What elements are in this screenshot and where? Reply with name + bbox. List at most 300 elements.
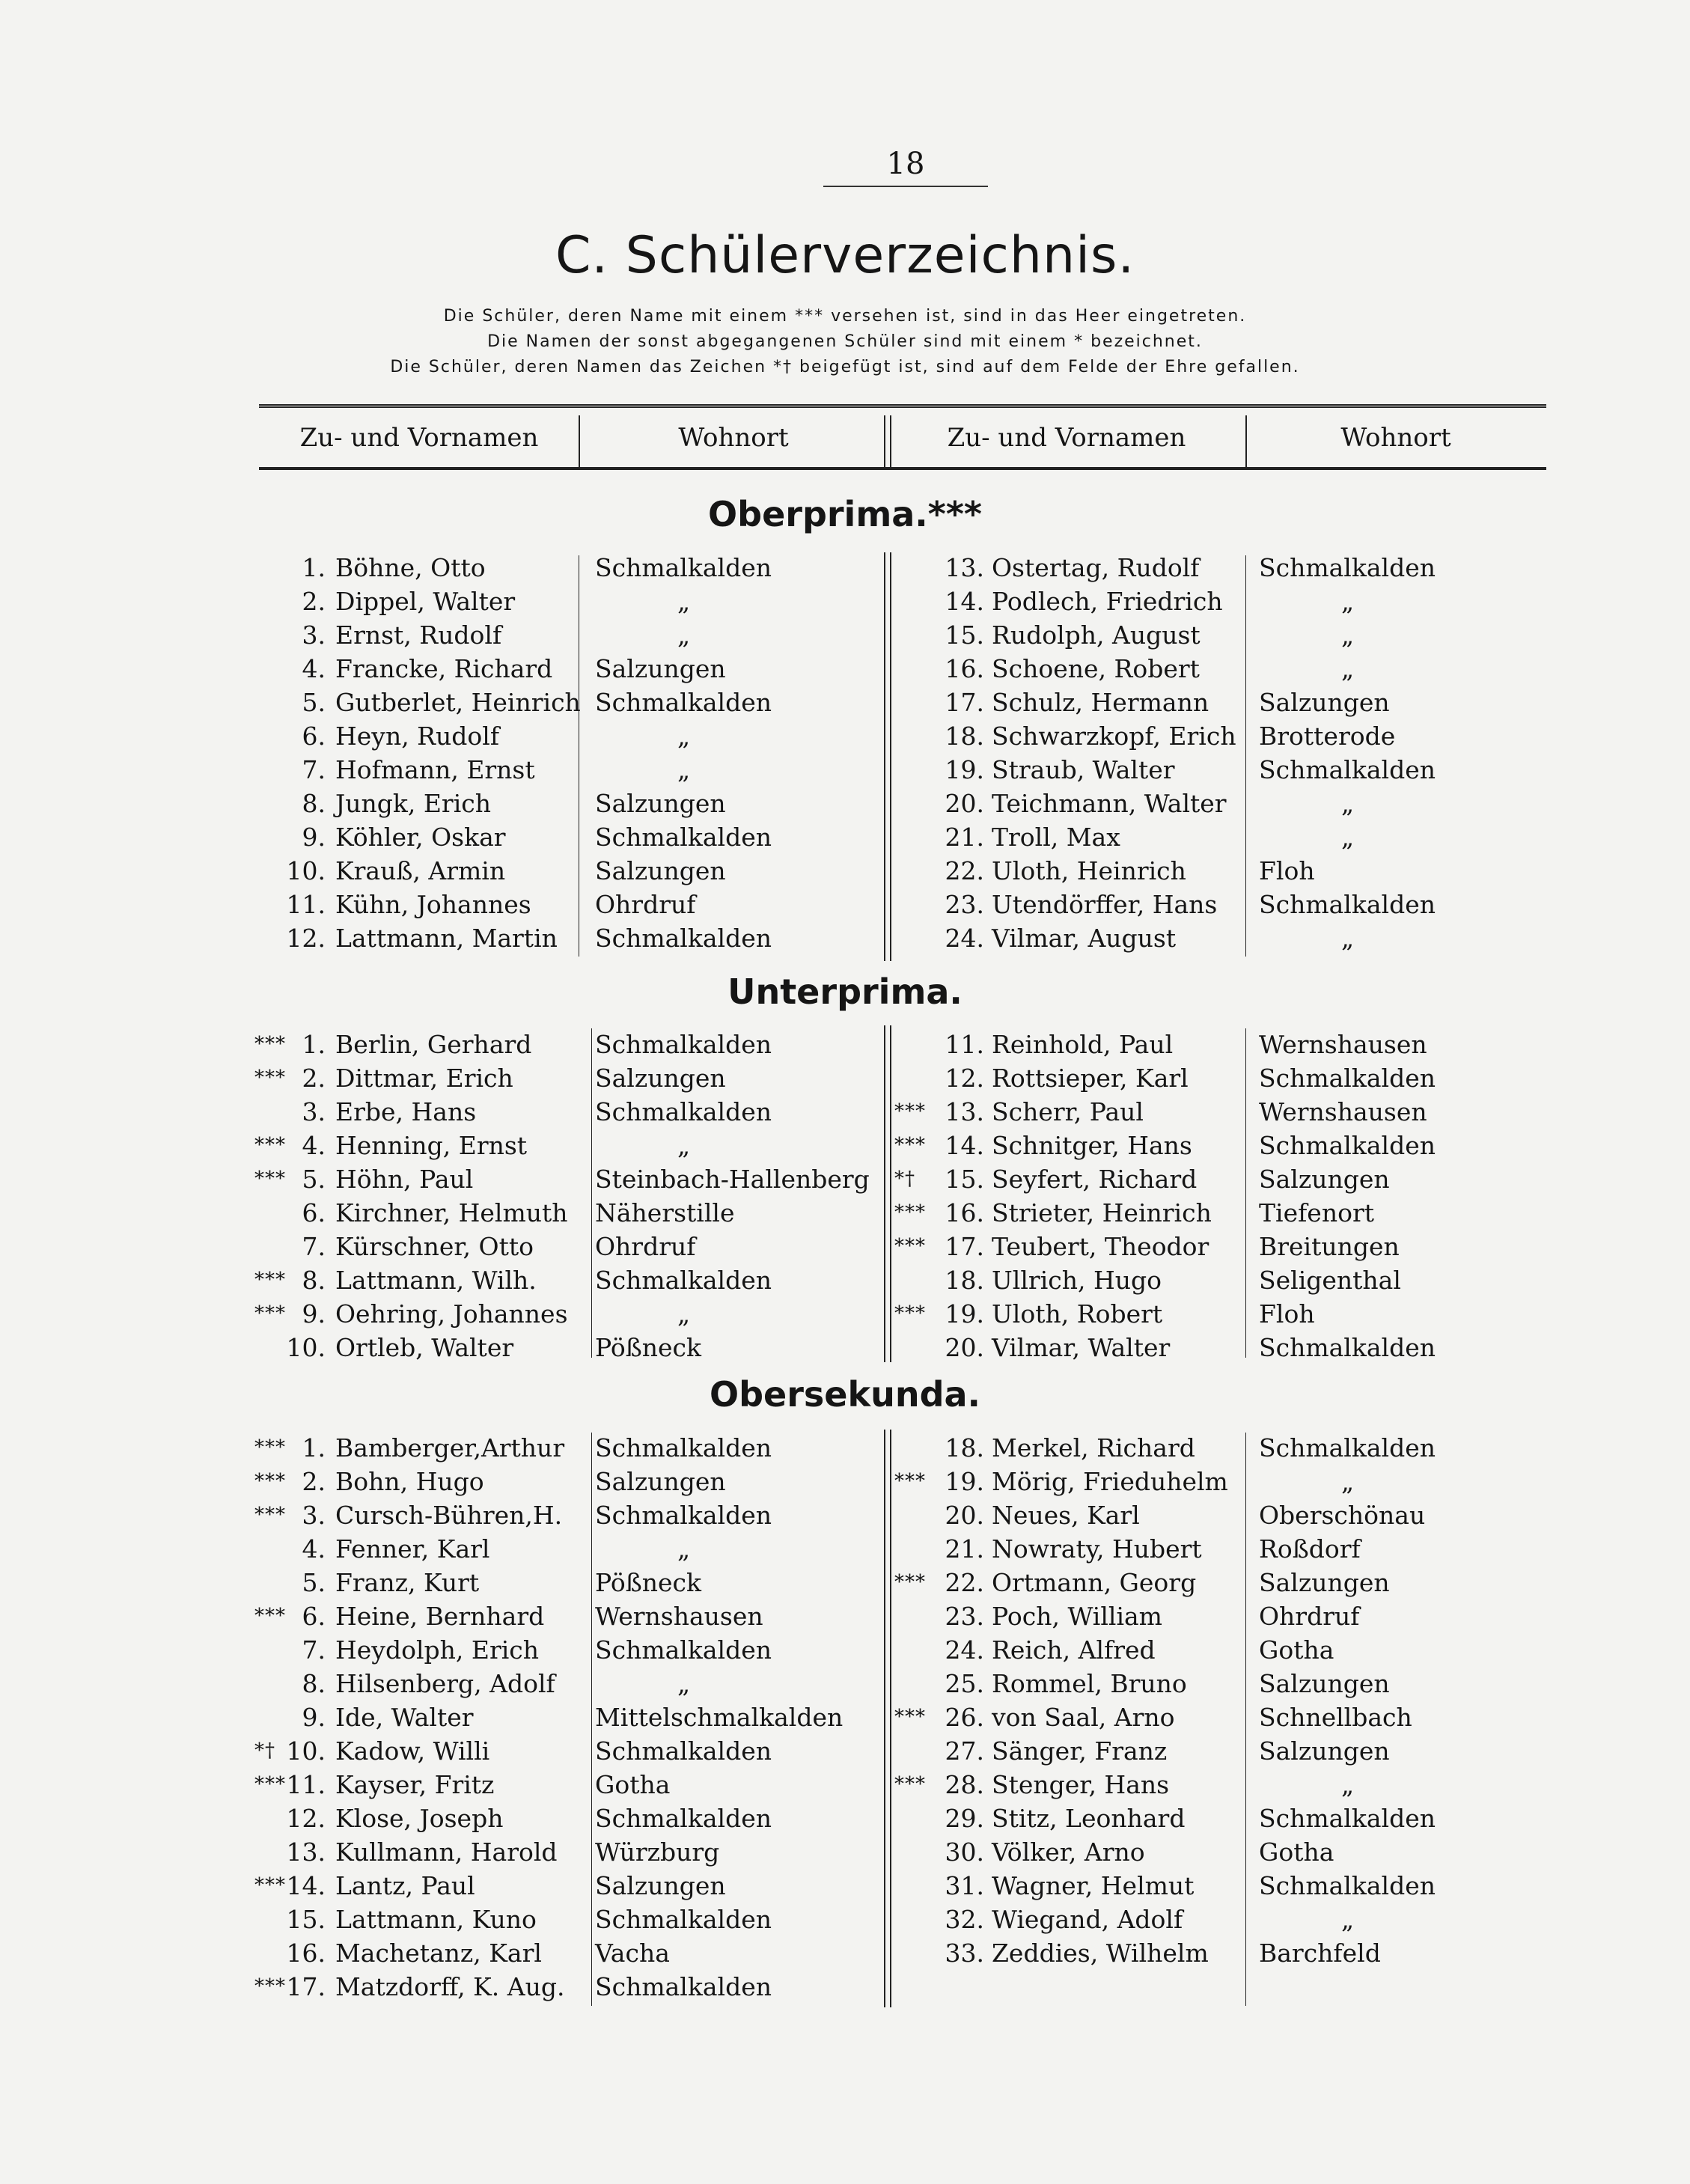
student-name: Rudolph, August — [992, 620, 1201, 650]
student-name: Franz, Kurt — [335, 1568, 480, 1597]
student-number: 4. — [302, 1534, 326, 1564]
student-name: Troll, Max — [992, 823, 1120, 852]
student-residence: Wernshausen — [1259, 1030, 1427, 1059]
student-number: 18. — [945, 722, 984, 751]
page-title: C. Schülerverzeichnis. — [555, 226, 1135, 285]
student-row — [894, 1297, 1546, 1331]
student-residence: „ — [677, 722, 691, 751]
student-row — [894, 1734, 1546, 1768]
student-residence: Schmalkalden — [595, 1097, 772, 1126]
student-number: 12. — [945, 1064, 984, 1093]
student-number: 30. — [945, 1837, 984, 1867]
student-name: Heyn, Rudolf — [335, 722, 500, 751]
student-residence: Schmalkalden — [1259, 1804, 1436, 1833]
student-row — [254, 921, 883, 955]
student-row — [894, 1869, 1546, 1903]
student-row — [254, 787, 883, 820]
student-name: Straub, Walter — [992, 755, 1175, 784]
student-name: Kayser, Fritz — [335, 1770, 495, 1799]
center-divider-a-s3 — [884, 1430, 885, 2007]
section-title-obersekunda: Obersekunda. — [709, 1374, 981, 1415]
student-residence: Schmalkalden — [595, 1635, 772, 1665]
student-mark: *** — [894, 1302, 926, 1325]
student-residence: Schmalkalden — [1259, 553, 1436, 582]
student-row — [254, 1331, 883, 1364]
student-number: 1. — [302, 1433, 326, 1462]
student-residence: Pößneck — [595, 1568, 702, 1597]
student-number: 31. — [945, 1871, 984, 1900]
student-number: 5. — [302, 1165, 326, 1194]
student-number: 22. — [945, 1568, 984, 1597]
student-residence: Schmalkalden — [595, 553, 772, 582]
student-number: 21. — [945, 823, 984, 852]
student-residence: Schmalkalden — [595, 823, 772, 852]
student-mark: *** — [894, 1706, 926, 1728]
student-row — [894, 787, 1546, 820]
student-row — [894, 1566, 1546, 1599]
student-mark: *** — [254, 1975, 286, 1998]
student-row — [254, 1297, 883, 1331]
student-number: 18. — [945, 1266, 984, 1295]
student-number: 29. — [945, 1804, 984, 1833]
student-name: Krauß, Armin — [335, 856, 506, 885]
student-name: Böhne, Otto — [335, 553, 486, 582]
student-residence: Schmalkalden — [1259, 1433, 1436, 1462]
student-residence: Wernshausen — [1259, 1097, 1427, 1126]
student-name: Heine, Bernhard — [335, 1602, 545, 1631]
student-residence: Würzburg — [595, 1837, 720, 1867]
student-residence: Schmalkalden — [1259, 890, 1436, 919]
student-row — [894, 551, 1546, 585]
student-name: Ortmann, Georg — [992, 1568, 1197, 1597]
header-divider-center-b — [890, 415, 891, 468]
student-number: 15. — [945, 620, 984, 650]
student-residence: Ohrdruf — [1259, 1602, 1360, 1631]
student-number: 14. — [286, 1871, 326, 1900]
page-number-rule — [823, 186, 988, 187]
student-residence: Wernshausen — [595, 1602, 763, 1631]
student-number: 3. — [302, 620, 326, 650]
student-row — [894, 1196, 1546, 1230]
student-name: Rommel, Bruno — [992, 1669, 1187, 1698]
student-name: Uloth, Robert — [992, 1299, 1163, 1329]
column-header-place-right: Wohnort — [1340, 423, 1451, 453]
student-number: 21. — [945, 1534, 984, 1564]
student-name: Schoene, Robert — [992, 654, 1200, 683]
student-number: 18. — [945, 1433, 984, 1462]
student-mark: *** — [894, 1773, 926, 1796]
student-row — [254, 1734, 883, 1768]
student-mark: *** — [894, 1470, 926, 1492]
student-row — [254, 1129, 883, 1162]
student-mark: *** — [894, 1235, 926, 1257]
student-row — [254, 854, 883, 888]
student-row — [894, 820, 1546, 854]
student-name: Schnitger, Hans — [992, 1131, 1192, 1160]
student-name: Lattmann, Martin — [335, 924, 558, 953]
student-number: 10. — [286, 1333, 326, 1362]
student-row — [894, 1095, 1546, 1129]
header-divider-3 — [1245, 415, 1247, 468]
student-mark: *** — [254, 1168, 286, 1190]
student-name: Merkel, Richard — [992, 1433, 1195, 1462]
student-mark: *** — [254, 1436, 286, 1459]
student-name: Ortleb, Walter — [335, 1333, 514, 1362]
student-residence: „ — [677, 1534, 691, 1564]
student-number: 8. — [302, 789, 326, 818]
student-residence: „ — [1341, 789, 1355, 818]
student-name: Schwarzkopf, Erich — [992, 722, 1236, 751]
student-number: 22. — [945, 856, 984, 885]
student-residence: Floh — [1259, 1299, 1315, 1329]
student-name: Ostertag, Rudolf — [992, 553, 1200, 582]
student-residence: Mittelschmalkalden — [595, 1703, 844, 1732]
student-number: 9. — [302, 1703, 326, 1732]
student-mark: *** — [254, 1874, 286, 1897]
obersekunda-left-list — [254, 1431, 883, 2004]
student-number: 14. — [945, 587, 984, 616]
student-residence: Schmalkalden — [595, 1433, 772, 1462]
student-number: 8. — [302, 1669, 326, 1698]
student-name: Höhn, Paul — [335, 1165, 474, 1194]
student-row — [894, 1263, 1546, 1297]
student-name: Reinhold, Paul — [992, 1030, 1174, 1059]
student-residence: „ — [1341, 1905, 1355, 1934]
student-residence: Oberschönau — [1259, 1501, 1426, 1530]
student-residence: „ — [677, 1131, 691, 1160]
student-row — [254, 1903, 883, 1936]
student-row — [254, 618, 883, 652]
student-mark: *** — [254, 1773, 286, 1796]
student-row — [894, 1700, 1546, 1734]
student-row — [254, 1431, 883, 1465]
student-name: Matzdorff, K. Aug. — [335, 1972, 565, 2001]
student-number: 17. — [945, 1232, 984, 1261]
student-name: Utendörffer, Hans — [992, 890, 1218, 919]
student-row — [894, 1230, 1546, 1263]
student-residence: Schmalkalden — [1259, 1333, 1436, 1362]
legend-note-fallen: Die Schüler, deren Namen das Zeichen *† beigefügt ist, sind auf dem Felde der Ehre gefallen. — [390, 358, 1300, 376]
student-row — [254, 1196, 883, 1230]
student-row — [894, 1498, 1546, 1532]
student-row — [894, 652, 1546, 686]
student-number: 13. — [945, 1097, 984, 1126]
student-residence: Gotha — [595, 1770, 671, 1799]
student-row — [254, 652, 883, 686]
student-number: 16. — [286, 1939, 326, 1968]
student-row — [254, 1936, 883, 1970]
student-row — [254, 551, 883, 585]
student-row — [894, 1061, 1546, 1095]
student-row — [894, 1331, 1546, 1364]
student-residence: Salzungen — [595, 856, 726, 885]
student-row — [254, 1633, 883, 1667]
student-number: 9. — [302, 823, 326, 852]
unterprima-right-list — [894, 1028, 1546, 1364]
student-number: 6. — [302, 722, 326, 751]
oberprima-left-list — [254, 551, 883, 955]
unterprima-left-list — [254, 1028, 883, 1364]
student-row — [254, 1802, 883, 1835]
student-name: Kühn, Johannes — [335, 890, 531, 919]
student-name: Ide, Walter — [335, 1703, 474, 1732]
student-name: Kadow, Willi — [335, 1736, 490, 1766]
student-mark: *** — [894, 1571, 926, 1593]
student-number: 26. — [945, 1703, 984, 1732]
student-row — [254, 1768, 883, 1802]
student-name: Bohn, Hugo — [335, 1467, 484, 1496]
student-residence: Seligenthal — [1259, 1266, 1401, 1295]
student-row — [894, 888, 1546, 921]
student-number: 13. — [286, 1837, 326, 1867]
student-number: 11. — [286, 890, 326, 919]
student-name: Kürschner, Otto — [335, 1232, 534, 1261]
section-title-oberprima: Oberprima.*** — [708, 494, 982, 534]
student-row — [254, 1230, 883, 1263]
student-row — [894, 1936, 1546, 1970]
student-residence: Steinbach-Hallenberg — [595, 1165, 870, 1194]
student-number: 12. — [286, 1804, 326, 1833]
student-mark: *† — [254, 1739, 275, 1762]
student-number: 2. — [302, 587, 326, 616]
student-name: Machetanz, Karl — [335, 1939, 542, 1968]
student-name: Sänger, Franz — [992, 1736, 1168, 1766]
student-row — [894, 1129, 1546, 1162]
student-name: Fenner, Karl — [335, 1534, 490, 1564]
student-residence: Schmalkalden — [1259, 1131, 1436, 1160]
student-row — [894, 1835, 1546, 1869]
student-row — [894, 854, 1546, 888]
center-divider-a-s1 — [884, 552, 885, 961]
student-residence: Salzungen — [1259, 1736, 1390, 1766]
student-number: 2. — [302, 1064, 326, 1093]
student-residence: Salzungen — [1259, 1669, 1390, 1698]
student-name: Mörig, Frieduhelm — [992, 1467, 1228, 1496]
student-residence: „ — [1341, 1770, 1355, 1799]
section-title-unterprima: Unterprima. — [727, 971, 963, 1012]
student-name: Uloth, Heinrich — [992, 856, 1186, 885]
student-row — [254, 1869, 883, 1903]
student-row — [894, 1162, 1546, 1196]
student-residence: Schmalkalden — [595, 1266, 772, 1295]
student-name: Hofmann, Ernst — [335, 755, 535, 784]
student-number: 23. — [945, 1602, 984, 1631]
legend-note-left: Die Namen der sonst abgegangenen Schüler sind mit einem * bezeichnet. — [487, 332, 1203, 351]
student-name: Kullmann, Harold — [335, 1837, 558, 1867]
header-divider-center-a — [884, 415, 885, 468]
student-number: 20. — [945, 789, 984, 818]
student-name: Gutberlet, Heinrich — [335, 688, 581, 717]
student-number: 8. — [302, 1266, 326, 1295]
student-number: 3. — [302, 1501, 326, 1530]
student-name: Köhler, Oskar — [335, 823, 506, 852]
student-row — [254, 1028, 883, 1061]
student-residence: „ — [1341, 924, 1355, 953]
student-row — [254, 1263, 883, 1297]
student-row — [894, 921, 1546, 955]
student-name: Stenger, Hans — [992, 1770, 1170, 1799]
student-number: 25. — [945, 1669, 984, 1698]
student-name: Bamberger,Arthur — [335, 1433, 565, 1462]
student-residence: Schmalkalden — [595, 1804, 772, 1833]
student-row — [894, 1028, 1546, 1061]
student-row — [894, 1532, 1546, 1566]
student-residence: „ — [677, 620, 691, 650]
student-name: Wagner, Helmut — [992, 1871, 1195, 1900]
student-residence: Vacha — [595, 1939, 670, 1968]
student-residence: Ohrdruf — [595, 890, 696, 919]
student-mark: *** — [254, 1605, 286, 1627]
student-row — [894, 1633, 1546, 1667]
student-name: Podlech, Friedrich — [992, 587, 1223, 616]
student-row — [894, 618, 1546, 652]
student-mark: *** — [254, 1134, 286, 1156]
student-residence: Gotha — [1259, 1837, 1334, 1867]
student-residence: „ — [1341, 587, 1355, 616]
student-residence: „ — [1341, 654, 1355, 683]
student-row — [254, 719, 883, 753]
student-mark: *** — [254, 1470, 286, 1492]
student-number: 16. — [945, 1198, 984, 1227]
student-number: 12. — [286, 924, 326, 953]
student-number: 5. — [302, 1568, 326, 1597]
student-row — [254, 753, 883, 787]
student-mark: *† — [894, 1168, 915, 1190]
student-name: Ullrich, Hugo — [992, 1266, 1162, 1295]
student-number: 9. — [302, 1299, 326, 1329]
student-name: Rottsieper, Karl — [992, 1064, 1189, 1093]
student-residence: Schmalkalden — [1259, 1871, 1436, 1900]
student-name: Wiegand, Adolf — [992, 1905, 1183, 1934]
student-number: 1. — [302, 1030, 326, 1059]
student-row — [894, 1599, 1546, 1633]
student-name: Erbe, Hans — [335, 1097, 477, 1126]
student-name: Scherr, Paul — [992, 1097, 1144, 1126]
student-number: 19. — [945, 755, 984, 784]
student-name: Heydolph, Erich — [335, 1635, 540, 1665]
student-row — [254, 1095, 883, 1129]
student-residence: Roßdorf — [1259, 1534, 1361, 1564]
student-name: Schulz, Hermann — [992, 688, 1209, 717]
student-residence: Schmalkalden — [595, 1905, 772, 1934]
student-row — [254, 1566, 883, 1599]
student-row — [254, 888, 883, 921]
student-row — [254, 1061, 883, 1095]
student-residence: „ — [1341, 823, 1355, 852]
student-number: 7. — [302, 1232, 326, 1261]
student-residence: Schmalkalden — [595, 1972, 772, 2001]
student-number: 7. — [302, 1635, 326, 1665]
student-row — [254, 585, 883, 618]
student-row — [254, 1700, 883, 1734]
student-row — [894, 1768, 1546, 1802]
student-number: 33. — [945, 1939, 984, 1968]
center-divider-a-s2 — [884, 1025, 885, 1362]
student-mark: *** — [254, 1302, 286, 1325]
student-number: 13. — [945, 553, 984, 582]
student-number: 4. — [302, 1131, 326, 1160]
student-residence: „ — [677, 755, 691, 784]
page-number: 18 — [886, 147, 925, 181]
student-number: 28. — [945, 1770, 984, 1799]
student-row — [894, 686, 1546, 719]
student-number: 4. — [302, 654, 326, 683]
student-row — [254, 1498, 883, 1532]
student-residence: Salzungen — [595, 1871, 726, 1900]
student-number: 14. — [945, 1131, 984, 1160]
student-row — [894, 753, 1546, 787]
student-name: Neues, Karl — [992, 1501, 1140, 1530]
student-name: Teubert, Theodor — [992, 1232, 1209, 1261]
student-row — [254, 1465, 883, 1498]
student-number: 2. — [302, 1467, 326, 1496]
center-divider-b-s3 — [890, 1430, 891, 2007]
student-residence: Salzungen — [1259, 688, 1390, 717]
student-number: 23. — [945, 890, 984, 919]
student-mark: *** — [254, 1504, 286, 1526]
student-mark: *** — [894, 1134, 926, 1156]
student-number: 7. — [302, 755, 326, 784]
student-name: Klose, Joseph — [335, 1804, 504, 1833]
student-residence: Salzungen — [595, 789, 726, 818]
student-name: Lantz, Paul — [335, 1871, 475, 1900]
student-residence: Schmalkalden — [595, 924, 772, 953]
student-name: Cursch-Bühren,H. — [335, 1501, 563, 1530]
student-number: 3. — [302, 1097, 326, 1126]
student-residence: Salzungen — [1259, 1568, 1390, 1597]
student-number: 11. — [945, 1030, 984, 1059]
student-name: Lattmann, Wilh. — [335, 1266, 537, 1295]
student-number: 20. — [945, 1501, 984, 1530]
student-residence: Schmalkalden — [1259, 755, 1436, 784]
student-name: Kirchner, Helmuth — [335, 1198, 568, 1227]
student-row — [254, 820, 883, 854]
student-number: 20. — [945, 1333, 984, 1362]
student-number: 32. — [945, 1905, 984, 1934]
student-residence: Pößneck — [595, 1333, 702, 1362]
student-name: Oehring, Johannes — [335, 1299, 568, 1329]
student-number: 19. — [945, 1299, 984, 1329]
student-residence: Schmalkalden — [595, 1030, 772, 1059]
student-name: Seyfert, Richard — [992, 1165, 1198, 1194]
student-residence: „ — [1341, 1467, 1355, 1496]
student-number: 24. — [945, 1635, 984, 1665]
student-mark: *** — [254, 1033, 286, 1055]
student-residence: Salzungen — [595, 1064, 726, 1093]
student-residence: Ohrdruf — [595, 1232, 696, 1261]
student-row — [254, 1835, 883, 1869]
student-number: 24. — [945, 924, 984, 953]
table-top-rule — [259, 404, 1546, 408]
student-residence: Floh — [1259, 856, 1315, 885]
student-residence: „ — [677, 1299, 691, 1329]
student-number: 5. — [302, 688, 326, 717]
student-number: 15. — [945, 1165, 984, 1194]
student-name: Poch, William — [992, 1602, 1162, 1631]
student-residence: Schmalkalden — [595, 1501, 772, 1530]
student-name: Teichmann, Walter — [992, 789, 1227, 818]
student-row — [894, 585, 1546, 618]
student-number: 15. — [286, 1905, 326, 1934]
student-number: 17. — [945, 688, 984, 717]
student-number: 6. — [302, 1602, 326, 1631]
column-header-place-left: Wohnort — [678, 423, 789, 453]
student-name: Völker, Arno — [992, 1837, 1145, 1867]
student-name: Jungk, Erich — [335, 789, 491, 818]
student-residence: Breitungen — [1259, 1232, 1400, 1261]
student-name: Berlin, Gerhard — [335, 1030, 532, 1059]
student-row — [254, 1667, 883, 1700]
